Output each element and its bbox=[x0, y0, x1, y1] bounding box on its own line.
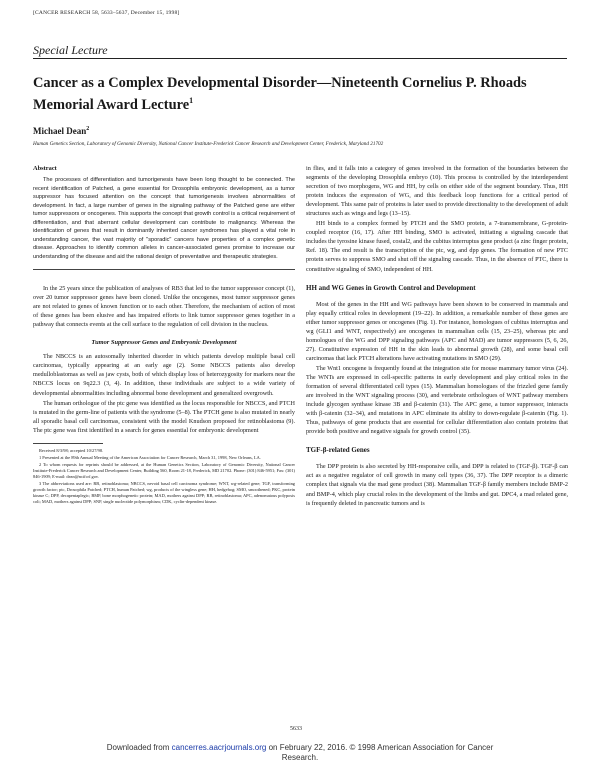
body-paragraph: The DPP protein is also secreted by HH-responsive cells, and DPP is related to (TGF-β). TGF-β can act as a negative regulator of cell growth in many cell types (36, 37). The DPP receptor is a dimeric complex that signals via the mad gene product (38). Mammalian TGF-β family members include BMP-2 and BMP-4, which play crucial roles in the development of the limbs and gut. DPC4, a mad related gene, is frequently deleted in pancreatic tumors and is bbox=[306, 463, 568, 507]
copyright-line: Research. bbox=[281, 753, 319, 762]
footnote: Received 8/3/98; accepted 10/27/98. bbox=[39, 447, 104, 453]
body-paragraph: The human orthologue of the ptc gene was identified as the locus responsible for NBCCS, and PTCH is mutated in the germ-line of patients with the syndrome (5–8). The PTCH gene is also mutated in nearly all sporadic basal cell carcinomas, consistent with the model Knudson proposed for retinoblastoma (9). The ptc gene was first identified in a search for genes essential for embryonic development bbox=[33, 399, 295, 434]
section-label: Special Lecture bbox=[33, 43, 108, 57]
page-number: 5633 bbox=[290, 726, 302, 732]
abstract-heading: Abstract bbox=[33, 165, 57, 172]
left-column bbox=[33, 164, 295, 506]
title-footnote-marker: 1 bbox=[189, 96, 194, 105]
body-paragraph: Most of the genes in the HH and WG pathways have been shown to be conserved in mammals and play equally critical roles in development (19–22). In addition, a remarkable number of these genes are either tumor suppressor genes or oncogenes (Fig. 1). For instance, homologues of cubitus interruptus and wg (GLI1 and WNT, respectively) are oncogenes in mammalian cells (15, 23–25), whereas ptc and homologues of the WG and DPP signaling pathways (APC and MAD) are tumor suppressors (5, 6, 26, 27). Constitutive expression of HH in the skin leads to abnormal growth (28), and some basal cell carcinomas that lack PTCH alterations have activating mutations in SMO (29). bbox=[306, 300, 568, 362]
section-heading-hh-wg: HH and WG Genes in Growth Control and Development bbox=[306, 283, 476, 292]
title-text: Cancer as a Complex Developmental Disorder—Nineteenth Cornelius P. Rhoads Memorial Award Lecture bbox=[33, 75, 527, 113]
right-column bbox=[306, 164, 568, 509]
author-name bbox=[33, 126, 89, 136]
journal-reference: [CANCER RESEARCH 58, 5633–5637, December 15, 1998] bbox=[33, 10, 180, 16]
download-suffix: on February 22, 2016. © 1998 American Association for Cancer bbox=[266, 743, 494, 752]
body-paragraph: The Wnt1 oncogene is frequently found at the integration site for mouse mammary tumor virus (24). The WNTs are expressed in cell-specific patterns in early development and play critical roles in the formation of several differentiated cell types (15). Mammalian homologues of the frizzled gene family are involved in the WNT signaling process (30), and vertebrate orthologues of WNT pathway members include glycogen synthase kinase 3B and β-catenin (31). The APC gene, a tumor suppressor, interacts with β-catenin (32–34), and mutations in APC eliminate its ability to down-regulate β-catenin (Fig. 1). Thus, pathways of gene products that are essential for cellular differentiation also contain proteins that provide both positive and negative signals for growth control (35). bbox=[306, 364, 568, 436]
author-text: Michael Dean bbox=[33, 126, 87, 136]
footnote: 2 To whom requests for reprints should be addressed, at the Human Genetics Section, Laboratory of Genomic Diversity, National Cancer Institute-Frederick Cancer Research and Development Center, Building 560, Room 21-18, Frederick, MD 21702. Phone: (301) 846-5951; Fax: (301) 846-1909; E-mail: dean@ncifcrf.gov. bbox=[33, 461, 295, 479]
abstract-rule bbox=[33, 269, 295, 270]
intro-paragraph: In the 25 years since the publication of analyses of RB3 that led to the tumor suppressor concept (1), over 20 tumor suppressor genes have been cloned. Unlike the oncogenes, most tumor suppressor genes are not related to genes of known function or to each other. Therefore, the mechanism of action of most of these genes has been elusive and has impaired efforts to link tumor suppressor genes together in a pathway that connects events at the cell surface to the regulation of cell division in the nucleus. bbox=[33, 285, 295, 329]
footnote: 3 The abbreviations used are: RB, retinoblastoma; NBCCS, nevoid basal cell carcinoma syndrome; WNT, wg-related gene; TGF, transforming growth factor; ptc, Drosophila Patched; PTCH, human Patched; wg, products of the wingless gene; HH, hedgehog; SMO, smoothened; PKC, protein kinase C; DPP, decapentaplegic; BMP, bone morphogenetic protein; MAD, mothers against DPP; RB, retinoblastoma; APC, adenomatous polyposis coli; MAD, mothers against DPP; SNP, single nucleotide polymorphism; CDK, cyclin-dependent kinase. bbox=[33, 480, 295, 504]
body-paragraph: in flies, and it falls into a category of genes involved in the formation of the boundaries between the segments of the developing Drosophila embryo (10). This process is controlled by the interdependent secretion of two morphogens, WG and HH, by cells on either side of the segment boundary. Thus, HH protein induces the expression of WG, and this feedback loop functions for a critical period of development. This same pair of proteins is later used to provide directionality to the development of adult structures such as wings and legs (13–15). bbox=[306, 165, 568, 218]
body-paragraph: HH binds to a complex formed by PTCH and the SMO protein, a 7-transmembrane, G-protein-coupled receptor (16, 17). After HH binding, SMO is activated, initiating a signaling cascade that includes the tyrosine kinase fused, costal2, and the cubitus interruptus gene product (a zinc finger protein, Ref. 18). The end result is the transcription of the ptc, wg, and dpp genes. The formation of new PTC protein serves to suppress SMO and shut off the signaling cascade. Thus, in the absence of PTC, there is constitutive signaling of SMO, independent of HH. bbox=[306, 220, 568, 273]
footnotes bbox=[33, 448, 295, 505]
header-rule bbox=[33, 58, 567, 59]
body-paragraph: The NBCCS is an autosomally inherited disorder in which patients develop multiple basal cell carcinomas, typically appearing at an early age (2). Some NBCCS patients also develop medulloblastomas as well as jaw cysts, both of which display loss of heterozygosity for markers near the NBCCS locus on 9q22.3 (3, 4). In addition, these individuals are subject to a wide variety of developmental abnormalities including abnormal bone development and generalized overgrowth. bbox=[33, 353, 295, 397]
journal-link[interactable]: cancerres.aacrjournals.org bbox=[171, 743, 267, 752]
abstract-text: The processes of differentiation and tumorigenesis have been long thought to be connected. The recent identification of Patched, a gene essential for Drosophila embryonic development, as a tumor suppressor has focused attention on the concept that tumorigenesis involves abnormalities of development. In fact, a large number of genes in the signaling pathway of the Patched gene are either tumor suppressors or oncogenes. This supports the concept that growth control is a critical requirement of differentiation, and that aberrant cellular development can contribute to malignancy. Whereas the identification of genes that result in dominantly inherited cancer syndromes has played a vital role in understanding cancer, the vast majority of "sporadic" cancers have properties of a complex genetic disease. Approaches to identify common alleles in cancer-associated genes promise to increase our understanding of the disease and aid the rational design of preventative and therapeutic strategies. bbox=[33, 177, 295, 260]
footnote: 1 Presented at the 89th Annual Meeting of the American Association for Cancer Research, March 31, 1998, New Orleans, LA. bbox=[39, 454, 261, 460]
author-affiliation: Human Genetics Section, Laboratory of Genomic Diversity, National Cancer Institute-Frederick Cancer Research and Development Center, Frederick, Maryland 21702 bbox=[33, 141, 384, 147]
download-prefix: Downloaded from bbox=[106, 743, 172, 752]
article-title bbox=[33, 74, 568, 114]
author-footnote-marker: 2 bbox=[86, 126, 90, 132]
footnote-rule bbox=[33, 443, 103, 444]
download-notice bbox=[0, 743, 600, 752]
section-heading-tgf: TGF-β-related Genes bbox=[306, 446, 370, 455]
section-heading-tumor-suppressor: Tumor Suppressor Genes and Embryonic Development bbox=[91, 339, 237, 347]
